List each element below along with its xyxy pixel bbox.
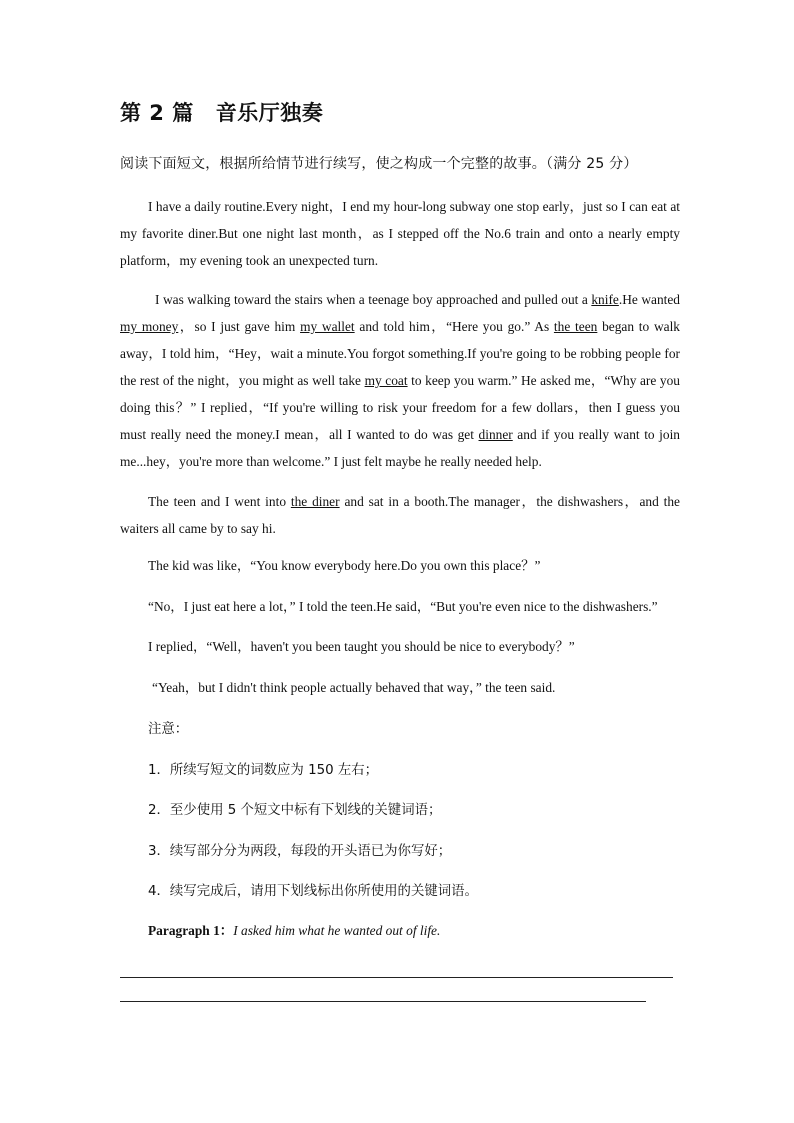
text-span: and told him，“Here you go.” As	[354, 319, 554, 334]
story-paragraph-2	[120, 286, 680, 475]
paragraph-1-opening: I asked him what he wanted out of life.	[233, 923, 441, 938]
page-title	[120, 97, 323, 127]
paragraph-1-prompt	[148, 920, 440, 939]
title-number: 第 2 篇	[120, 101, 194, 125]
notes-heading: 注意：	[148, 722, 189, 737]
task-instruction: 阅读下面短文，根据所给情节进行续写，使之构成一个完整的故事。（满分 25 分）	[120, 156, 638, 172]
title-name: 音乐厅独奏	[215, 101, 324, 125]
dialogue-line: I replied，“Well，haven't you been taught you should be nice to everybody？”	[148, 639, 575, 654]
paragraph-1-label: Paragraph 1：	[148, 923, 234, 938]
story-paragraph-1-text: I have a daily routine.Every night，I end my hour-long subway one stop early，just so I can eat at my favorite diner.But one night last month，as I stepped off the No.6 train and onto a nearly empty platform，my evening took an unexpected turn.	[120, 199, 680, 268]
text-span: I was walking toward the stairs when a teenage boy approached and pulled out a	[155, 292, 592, 307]
story-paragraph-3	[120, 488, 680, 542]
text-span: to keep you warm.” He asked me，“Why are you doing this？” I replied，“If you're willing to risk your freedom for a few dollars，then I guess you must really need the money.I mean，all I wanted to do was get	[120, 373, 680, 442]
text-span: began to walk away，I told him，“Hey，wait a minute.You forgot something.If you're going to be robbing people for the rest of the night，you might as well take	[120, 319, 680, 388]
text-span: .He wanted	[618, 292, 680, 307]
story-paragraph-1	[120, 193, 680, 274]
dialogue-line: “Yeah，but I didn't think people actually behaved that way，” the teen said.	[152, 680, 556, 695]
text-span: and sat in a booth.The manager，the dishwashers，and the waiters all came by to say hi.	[120, 494, 680, 536]
note-item: 2．至少使用 5 个短文中标有下划线的关键词语；	[148, 803, 442, 818]
text-span: and if you really want to join me...hey，you're more than welcome.” I just felt maybe he really needed help.	[120, 427, 680, 469]
keyword-the-diner: the diner	[290, 494, 340, 509]
note-item: 3．续写部分分为两段，每段的开头语已为你写好；	[148, 844, 452, 859]
note-item: 1．所续写短文的词数应为 150 左右；	[148, 763, 379, 778]
keyword-knife: knife	[591, 292, 619, 307]
note-item: 4．续写完成后，请用下划线标出你所使用的关键词语。	[148, 884, 478, 899]
text-span: ，so I just gave him	[178, 319, 301, 334]
writing-line[interactable]	[120, 977, 673, 978]
keyword-my-money: my money	[120, 319, 179, 334]
dialogue-line: “No，I just eat here a lot，” I told the teen.He said，“But you're even nice to the dishwashers.”	[148, 599, 658, 614]
keyword-dinner: dinner	[478, 427, 513, 442]
dialogue-line: The kid was like，“You know everybody here.Do you own this place？”	[148, 558, 541, 573]
keyword-the-teen: the teen	[553, 319, 598, 334]
text-span: The teen and I went into	[148, 494, 291, 509]
keyword-my-coat: my coat	[364, 373, 408, 388]
keyword-my-wallet: my wallet	[300, 319, 355, 334]
writing-line[interactable]	[120, 1001, 646, 1002]
